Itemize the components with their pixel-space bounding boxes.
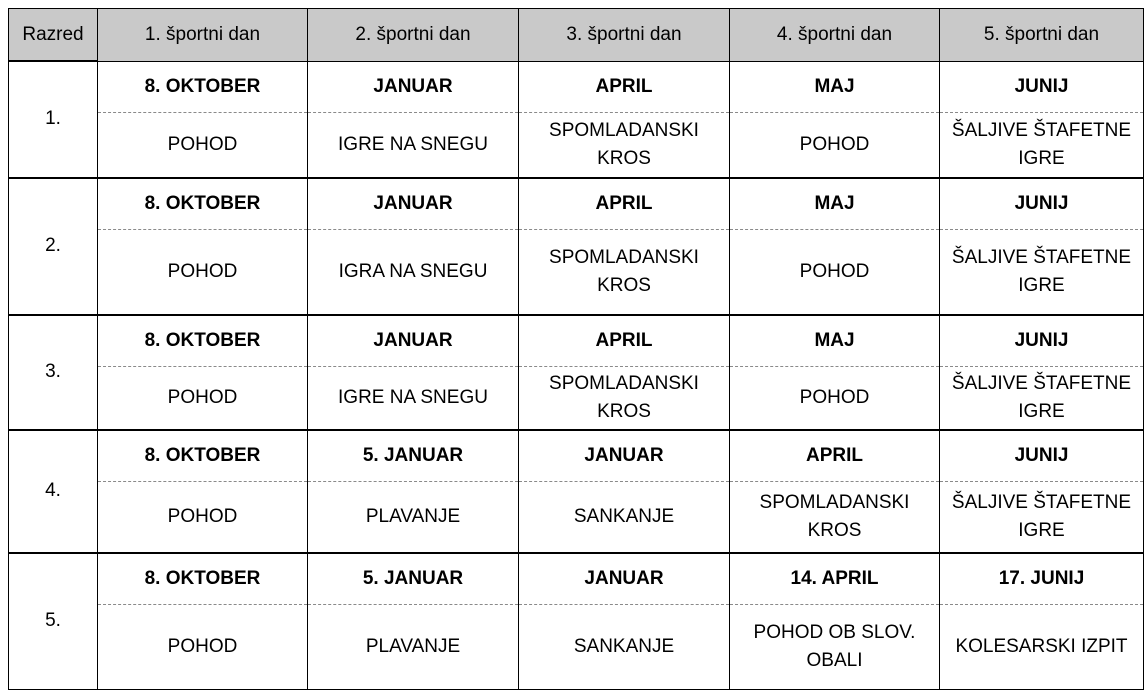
activity-cell: IGRE NA SNEGU <box>308 112 519 178</box>
activity-cell: ŠALJIVE ŠTAFETNE IGRE <box>940 366 1144 430</box>
grade-label: 5. <box>9 553 98 690</box>
date-row <box>9 178 1144 230</box>
date-cell: JANUAR <box>308 178 519 230</box>
date-cell: 8. OKTOBER <box>98 315 308 367</box>
date-cell: MAJ <box>730 178 940 230</box>
header-row <box>9 9 1144 62</box>
activity-cell: POHOD <box>98 229 308 315</box>
date-cell: APRIL <box>519 61 730 112</box>
date-cell: 17. JUNIJ <box>940 553 1144 605</box>
activity-row <box>9 229 1144 315</box>
activity-cell: POHOD <box>730 366 940 430</box>
date-row <box>9 430 1144 482</box>
date-cell: 8. OKTOBER <box>98 61 308 112</box>
date-cell: APRIL <box>519 178 730 230</box>
date-cell: 8. OKTOBER <box>98 553 308 605</box>
grade-label: 2. <box>9 178 98 315</box>
activity-cell: SANKANJE <box>519 604 730 689</box>
activity-cell: POHOD <box>98 604 308 689</box>
sports-days-table <box>8 8 1144 690</box>
date-cell: JUNIJ <box>940 430 1144 482</box>
activity-row <box>9 366 1144 430</box>
activity-cell: PLAVANJE <box>308 481 519 553</box>
activity-row <box>9 481 1144 553</box>
header-day-3: 3. športni dan <box>519 9 730 62</box>
activity-cell: SPOMLADANSKI KROS <box>519 366 730 430</box>
header-grade: Razred <box>9 9 98 62</box>
activity-row <box>9 112 1144 178</box>
activity-cell: IGRA NA SNEGU <box>308 229 519 315</box>
activity-cell: ŠALJIVE ŠTAFETNE IGRE <box>940 112 1144 178</box>
header-day-1: 1. športni dan <box>98 9 308 62</box>
header-day-2: 2. športni dan <box>308 9 519 62</box>
date-row <box>9 61 1144 112</box>
date-cell: JUNIJ <box>940 315 1144 367</box>
date-cell: JANUAR <box>308 315 519 367</box>
date-cell: JANUAR <box>519 553 730 605</box>
activity-cell: PLAVANJE <box>308 604 519 689</box>
date-cell: APRIL <box>730 430 940 482</box>
activity-cell: SPOMLADANSKI KROS <box>730 481 940 553</box>
grade-label: 3. <box>9 315 98 430</box>
activity-cell: SPOMLADANSKI KROS <box>519 229 730 315</box>
date-cell: JUNIJ <box>940 61 1144 112</box>
activity-cell: ŠALJIVE ŠTAFETNE IGRE <box>940 229 1144 315</box>
date-cell: MAJ <box>730 61 940 112</box>
activity-cell: SANKANJE <box>519 481 730 553</box>
date-cell: 8. OKTOBER <box>98 430 308 482</box>
grade-label: 1. <box>9 61 98 178</box>
date-cell: 5. JANUAR <box>308 430 519 482</box>
date-row <box>9 553 1144 605</box>
activity-cell: POHOD <box>730 112 940 178</box>
activity-row <box>9 604 1144 689</box>
grade-label: 4. <box>9 430 98 553</box>
activity-cell: POHOD <box>98 366 308 430</box>
header-day-4: 4. športni dan <box>730 9 940 62</box>
activity-cell: KOLESARSKI IZPIT <box>940 604 1144 689</box>
date-cell: 8. OKTOBER <box>98 178 308 230</box>
header-day-5: 5. športni dan <box>940 9 1144 62</box>
date-cell: 14. APRIL <box>730 553 940 605</box>
activity-cell: POHOD <box>98 481 308 553</box>
date-cell: JANUAR <box>519 430 730 482</box>
date-cell: JANUAR <box>308 61 519 112</box>
activity-cell: ŠALJIVE ŠTAFETNE IGRE <box>940 481 1144 553</box>
activity-cell: SPOMLADANSKI KROS <box>519 112 730 178</box>
activity-cell: IGRE NA SNEGU <box>308 366 519 430</box>
date-cell: APRIL <box>519 315 730 367</box>
date-cell: 5. JANUAR <box>308 553 519 605</box>
activity-cell: POHOD <box>98 112 308 178</box>
date-row <box>9 315 1144 367</box>
date-cell: JUNIJ <box>940 178 1144 230</box>
activity-cell: POHOD <box>730 229 940 315</box>
activity-cell: POHOD OB SLOV. OBALI <box>730 604 940 689</box>
date-cell: MAJ <box>730 315 940 367</box>
